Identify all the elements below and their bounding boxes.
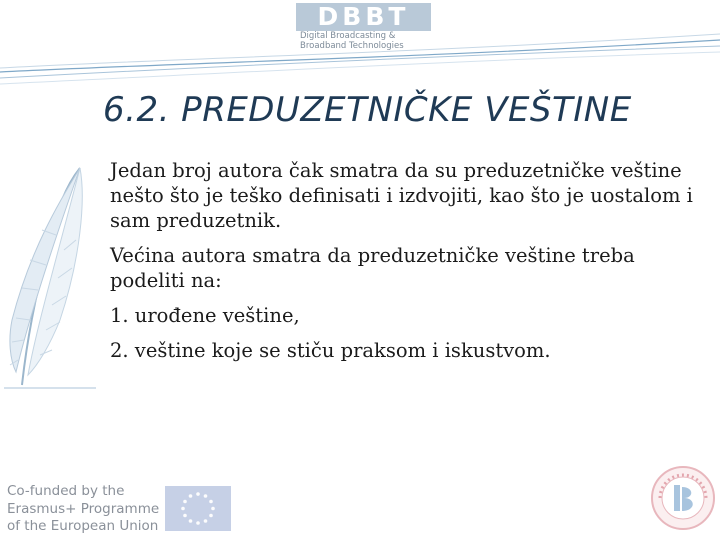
quill-feather-icon	[0, 160, 100, 390]
logo-wordmark: DBBT	[296, 3, 431, 31]
slide-title: 6.2. PREDUZETNIČKE VEŠTINE	[103, 90, 632, 130]
paragraph-2: Većina autora smatra da preduzetničke veštine treba podeliti na:	[110, 244, 635, 292]
paragraph-1: Jedan broj autora čak smatra da su preduzetničke veštine nešto što je teško definisati i izdvojiti, kao što je uostalom i sam preduzetnik.	[110, 159, 693, 232]
list-item-1: 1. urođene veštine,	[110, 304, 300, 327]
dbbt-logo	[296, 3, 431, 53]
list-item-2: 2. veštine koje se stiču praksom i iskustvom.	[110, 339, 551, 362]
logo-subtitle-line1: Digital Broadcasting &	[300, 31, 396, 41]
eu-text-line3: of the European Union	[7, 518, 159, 534]
logo-subtitle-line2: Broadband Technologies	[300, 41, 404, 51]
erasmus-cofunded-text	[7, 483, 159, 536]
eu-flag-icon	[165, 486, 231, 531]
eu-text-line2: Erasmus+ Programme	[7, 500, 160, 517]
body-text	[110, 158, 710, 373]
university-seal-icon	[650, 465, 716, 531]
logo-subtitle	[300, 31, 430, 51]
eu-text-line1: Co-funded by the	[7, 483, 125, 499]
